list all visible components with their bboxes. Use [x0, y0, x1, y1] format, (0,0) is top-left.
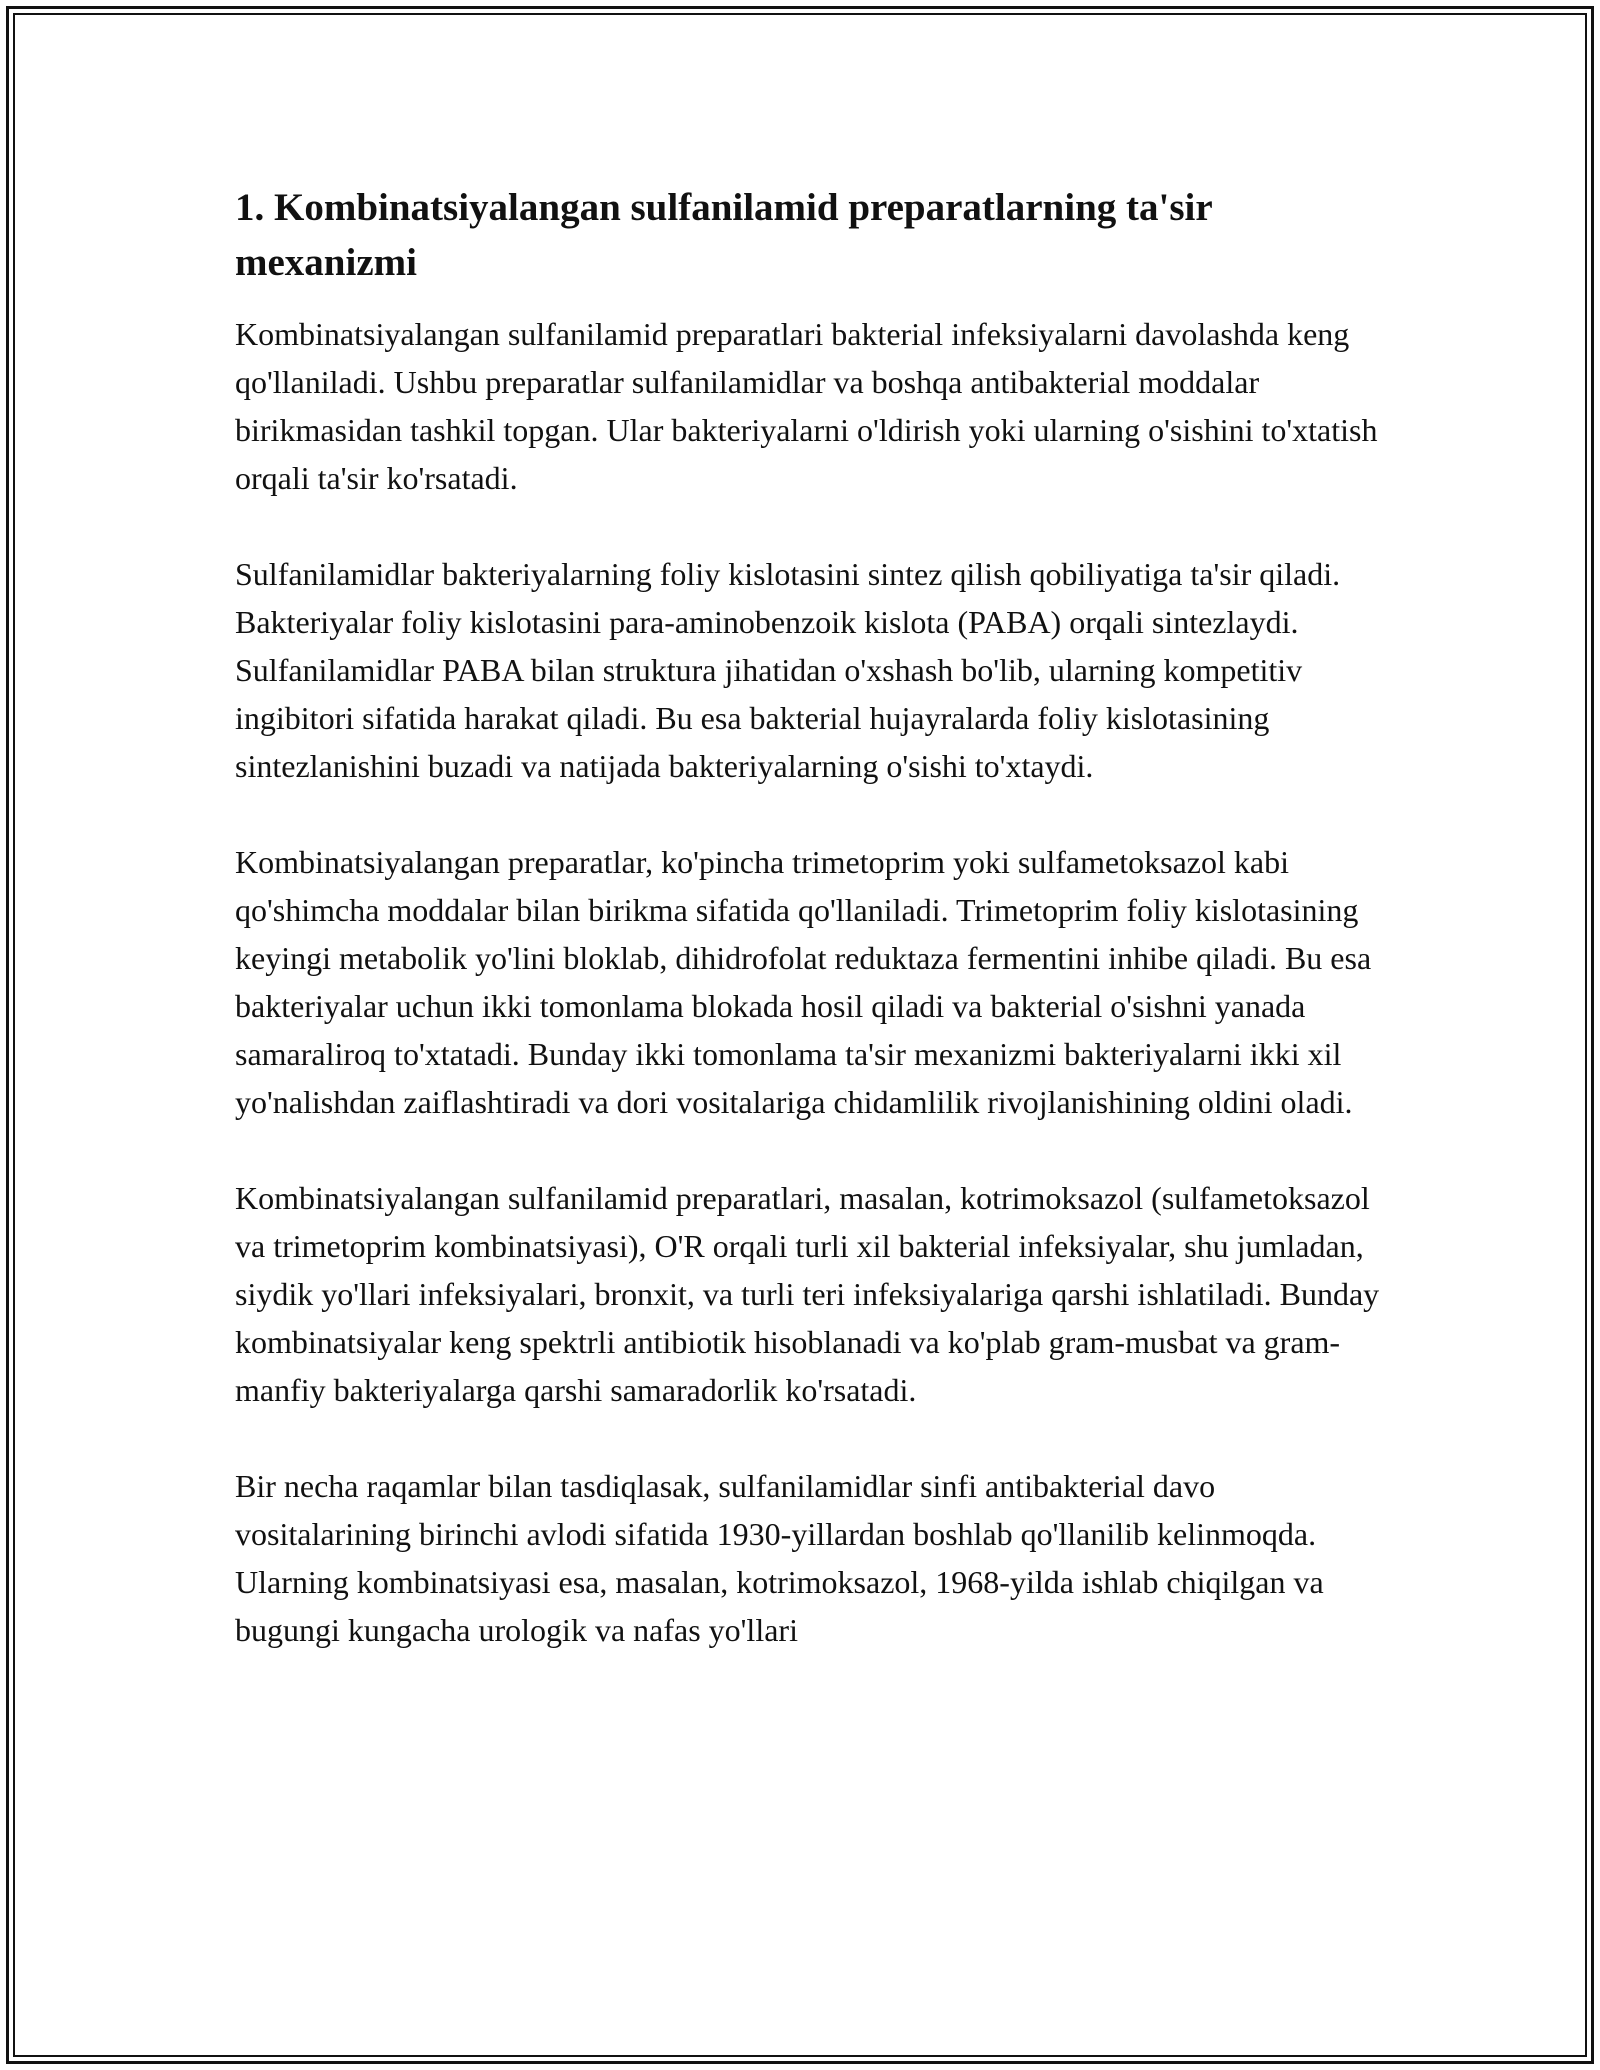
paragraph-history: Bir necha raqamlar bilan tasdiqlasak, sulfanilamidlar sinfi antibakterial davo vositalarining birinchi avlodi sifatida 1930-yillardan boshlab qo'llanilib kelinmoqda. Ularning kombinatsiyasi esa, masalan, kotrimoksazol, 1968-yilda ishlab chiqilgan va bugungi kungacha urologik va nafas yo'llari	[235, 1468, 1324, 1648]
paragraph-intro: Kombinatsiyalangan sulfanilamid preparatlari bakterial infeksiyalarni davolashda keng qo'llaniladi. Ushbu preparatlar sulfanilamidlar va boshqa antibakterial moddalar birikmasidan tashkil topgan. Ular bakteriyalarni o'ldirish yoki ularning o'sishini to'xtatish orqali ta'sir ko'rsatadi.	[235, 316, 1378, 496]
paragraph-combination: Kombinatsiyalangan preparatlar, ko'pincha trimetoprim yoki sulfametoksazol kabi qo'shimcha moddalar bilan birikma sifatida qo'llaniladi. Trimetoprim foliy kislotasining keyingi metabolik yo'lini bloklab, dihidrofolat reduktaza fermentini inhibe qiladi. Bu esa bakteriyalar uchun ikki tomonlama blokada hosil qiladi va bakterial o'sishni yanada samaraliroq to'xtatadi. Bunday ikki tomonlama ta'sir mexanizmi bakteriyalarni ikki xil yo'nalishdan zaiflashtiradi va dori vositalariga chidamlilik rivojlanishining oldini oladi.	[235, 844, 1372, 1120]
section-heading: 1. Kombinatsiyalangan sulfanilamid preparatlarning ta'sir mexanizmi	[235, 186, 1212, 284]
document-body	[235, 180, 1385, 1702]
paragraph-usage: Kombinatsiyalangan sulfanilamid preparatlari, masalan, kotrimoksazol (sulfametoksazol va trimetoprim kombinatsiyasi), O'R orqali turli xil bakterial infeksiyalar, shu jumladan, siydik yo'llari infeksiyalari, bronxit, va turli teri infeksiyalariga qarshi ishlatiladi. Bunday kombinatsiyalar keng spektrli antibiotik hisoblanadi va ko'plab gram-musbat va gram-manfiy bakteriyalarga qarshi samaradorlik ko'rsatadi.	[235, 1180, 1380, 1408]
paragraph-mechanism: Sulfanilamidlar bakteriyalarning foliy kislotasini sintez qilish qobiliyatiga ta'sir qiladi. Bakteriyalar foliy kislotasini para-aminobenzoik kislota (PABA) orqali sintezlaydi. Sulfanilamidlar PABA bilan struktura jihatidan o'xshash bo'lib, ularning kompetitiv ingibitori sifatida harakat qiladi. Bu esa bakterial hujayralarda foliy kislotasining sintezlanishini buzadi va natijada bakteriyalarning o'sishi to'xtaydi.	[235, 556, 1341, 784]
